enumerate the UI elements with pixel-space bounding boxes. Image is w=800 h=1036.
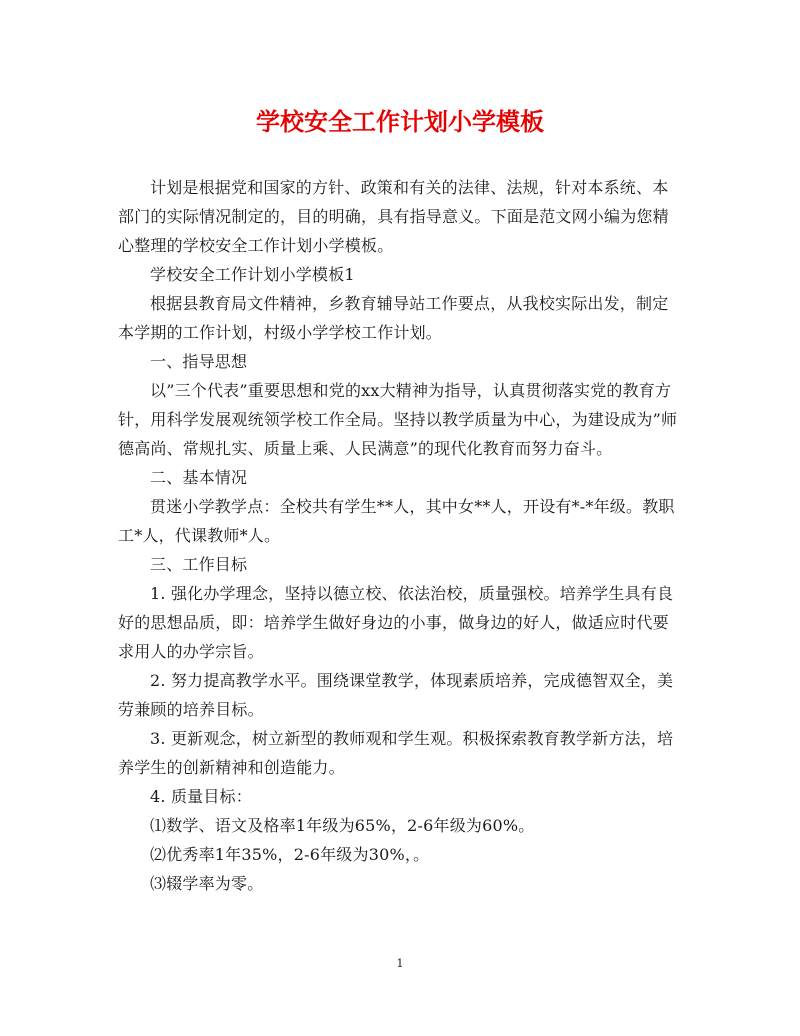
document-title: 学校安全工作计划小学模板 (256, 107, 544, 136)
paragraph-basis: 根据县教育局文件精神，乡教育辅导站工作要点，从我校实际出发，制定本学期的工作计划，村级小学学校工作计划。 (118, 294, 669, 342)
paragraph-guiding-ideology: 以”三个代表”重要思想和党的xx大精神为指导，认真贯彻落实党的教育方针，用科学发展观统领学校工作全局。坚持以教学质量为中心，为建设成为”师德高尚、常规扎实、质量上乘、人民满意”的现代化教育而努力奋斗。 (118, 381, 678, 458)
page-number: 1 (396, 957, 404, 970)
heading-work-goals: 三、工作目标 (150, 555, 248, 574)
goal-item-4: 4. 质量目标： (150, 787, 252, 806)
intro-paragraph: 计划是根据党和国家的方针、政策和有关的法律、法规，针对本系统、本部门的实际情况制定的，目的明确，具有指导意义。下面是范文网小编为您精心整理的学校安全工作计划小学模板。 (118, 178, 669, 255)
quality-target-2: ⑵优秀率1年35%，2-6年级为30%，。 (150, 845, 430, 864)
section-heading-template-1: 学校安全工作计划小学模板1 (150, 265, 355, 284)
heading-basic-situation: 二、基本情况 (150, 468, 248, 487)
goal-item-3: 3. 更新观念，树立新型的教师观和学生观。积极探索教育教学新方法，培养学生的创新精神和创造能力。 (118, 729, 674, 777)
heading-guiding-ideology: 一、指导思想 (150, 352, 248, 371)
quality-target-1: ⑴数学、语文及格率1年级为65%，2-6年级为60%。 (150, 816, 535, 835)
goal-item-2: 2. 努力提高教学水平。围绕课堂教学，体现素质培养，完成德智双全，美劳兼顾的培养目标。 (118, 671, 674, 719)
quality-target-3: ⑶辍学率为零。 (150, 874, 264, 893)
document-body (118, 173, 683, 898)
paragraph-basic-situation: 贯迷小学教学点：全校共有学生**人，其中女**人，开设有*-*年级。教职工*人，代课教师*人。 (118, 497, 675, 545)
goal-item-1: 1. 强化办学理念，坚持以德立校、依法治校，质量强校。培养学生具有良好的思想品质，即：培养学生做好身边的小事，做身边的好人，做适应时代要求用人的办学宗旨。 (118, 584, 674, 661)
